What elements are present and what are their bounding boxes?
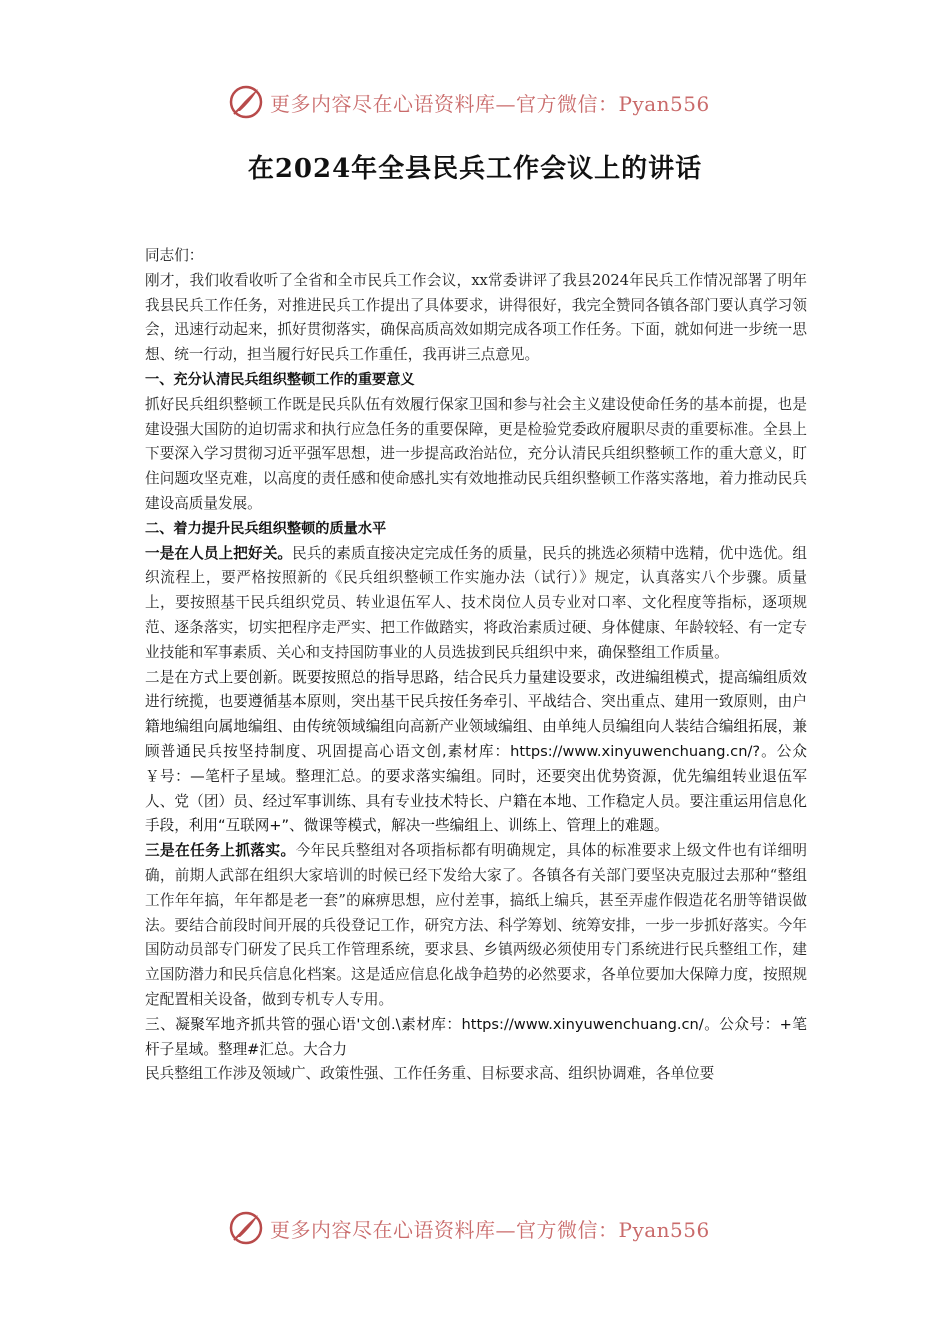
quill-pen-logo-icon (228, 1210, 264, 1246)
point-1-body: 民兵的素质直接决定完成任务的质量，民兵的挑选必须精中选精，优中选优。组织流程上，要严格按照新的《民兵组织整顿工作实施办法（试行）》规定，认真落实八个步骤。质量上，要按照基干民兵组织党员、转业退伍军人、技术岗位人员专业对口率、文化程度等指标，逐项规范、逐条落实，切实把程序走严实、把工作做踏实，将政治素质过硬、身体健康、年龄较轻、有一定专业技能和军事素质、关心和支持国防事业的人员选拔到民兵组织中来，确保整组工作质量。 (145, 544, 807, 661)
quill-pen-logo-icon (228, 84, 264, 120)
salutation: 同志们： (145, 247, 204, 264)
point-3-paragraph (145, 839, 807, 1013)
watermark-footer (228, 1208, 728, 1248)
section-heading-3: 三、凝聚军地齐抓共管的强心语'文创.\素材库：https://www.xinyuwenchuang.cn/。公众号：+笔杆子星域。整理#汇总。大合力 (145, 1015, 807, 1058)
point-3-body: 今年民兵整组对各项指标都有明确规定，具体的标准要求上级文件也有详细明确，前期人武部在组织大家培训的时候已经下发给大家了。各镇各有关部门要坚决克服过去那种“整组工作年年搞，年年都是老一套”的麻痹思想，应付差事，搞纸上编兵，甚至弄虚作假造花名册等错误做法。要结合前段时间开展的兵役登记工作，研究方法、科学筹划、统筹安排，一步一步抓好落实。今年国防动员部专门研发了民兵工作管理系统，要求县、乡镇两级必须使用专门系统进行民兵整组工作，建立国防潜力和民兵信息化档案。这是适应信息化战争趋势的必然要求，各单位要加大保障力度，按照规定配置相关设备，做到专机专人专用。 (145, 842, 807, 1008)
watermark-text: 更多内容尽在心语资料库—官方微信：Pyan556 (270, 1217, 710, 1242)
watermark-text: 更多内容尽在心语资料库—官方微信：Pyan556 (270, 91, 710, 116)
point-1-paragraph (145, 542, 807, 666)
point-3-lead: 三是在任务上抓落实。 (145, 842, 296, 860)
section-1-paragraph: 抓好民兵组织整顿工作既是民兵队伍有效履行保家卫国和参与社会主义建设使命任务的基本前提，也是建设强大国防的迫切需求和执行应急任务的重要保障，更是检验党委政府履职尽责的重要标准。全县上下要深入学习贯彻习近平强军思想，进一步提高政治站位，充分认清民兵组织整顿工作的重大意义，盯住问题攻坚克难，以高度的责任感和使命感扎实有效地推动民兵组织整顿工作落实落地，着力推动民兵建设高质量发展。 (145, 395, 807, 512)
intro-paragraph: 刚才，我们收看收听了全省和全市民兵工作会议，xx常委讲评了我县2024年民兵工作情况部署了明年我县民兵工作任务，对推进民兵工作提出了具体要求，讲得很好，我完全赞同各镇各部门要认真学习领会，迅速行动起来，抓好贯彻落实，确保高质高效如期完成各项工作任务。下面，就如何进一步统一思想、统一行动，担当履行好民兵工作重任，我再讲三点意见。 (145, 271, 807, 364)
section-heading-1: 一、充分认清民兵组织整顿工作的重要意义 (145, 371, 415, 388)
point-1-lead: 一是在人员上把好关。 (145, 544, 293, 562)
document-body (145, 244, 807, 1087)
watermark-header (228, 82, 728, 122)
document-title: 在2024年全县民兵工作会议上的讲话 (247, 154, 703, 184)
section-3-paragraph: 民兵整组工作涉及领域广、政策性强、工作任务重、目标要求高、组织协调难，各单位要 (145, 1065, 715, 1083)
section-heading-2: 二、着力提升民兵组织整顿的质量水平 (145, 520, 387, 537)
point-2-paragraph: 二是在方式上要创新。既要按照总的指导思路，结合民兵力量建设要求，改进编组模式，提高编组质效进行统揽，也要遵循基本原则，突出基干民兵按任务牵引、平战结合、突出重点、建用一致原则，由户籍地编组向属地编组、由传统领域编组向高新产业领域编组、由单纯人员编组向人装结合编组拓展，兼顾普通民兵按坚持制度、巩固提高心语文创,素材库：https://www.xinyuwenchuang.cn/?。公众￥号：—笔杆子星域。整理汇总。的要求落实编组。同时，还要突出优势资源，优先编组转业退伍军人、党（团）员、经过军事训练、具有专业技术特长、户籍在本地、工作稳定人员。要注重运用信息化手段，利用“互联网+”、微课等模式，解决一些编组上、训练上、管理上的难题。 (145, 668, 807, 835)
